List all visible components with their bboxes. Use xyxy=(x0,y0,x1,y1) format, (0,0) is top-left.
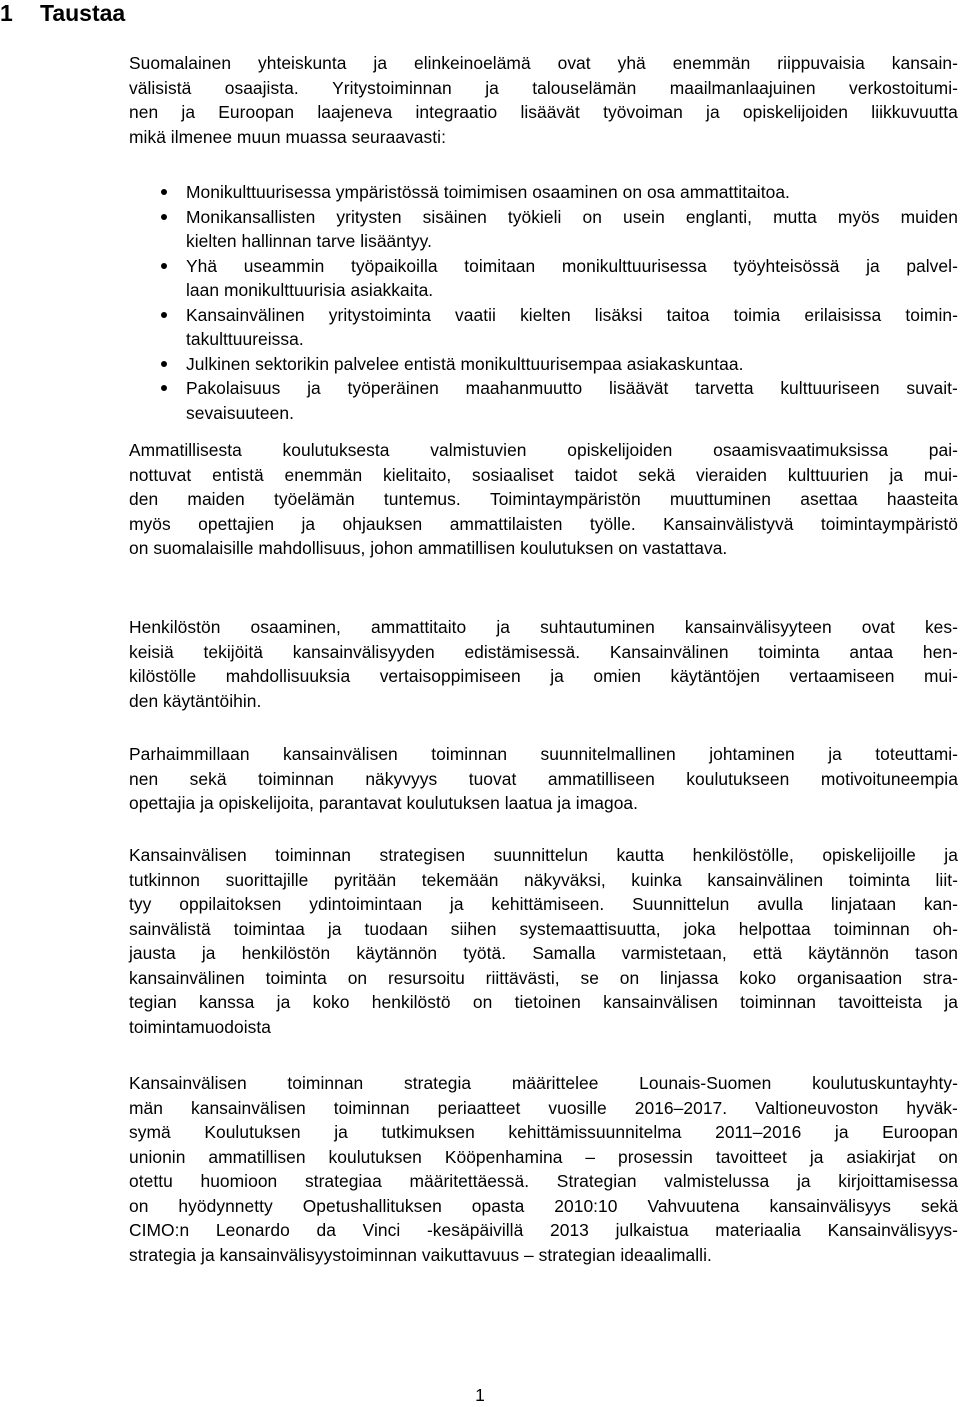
text-line: tegian kanssa ja koko henkilöstö on tietoinen kansainvälisen toiminnan tavoitteista ja xyxy=(129,992,958,1012)
bullet-icon xyxy=(161,312,167,318)
bullet-icon xyxy=(161,189,167,195)
text-line: takulttuureissa. xyxy=(186,329,304,349)
text-line: tyy oppilaitoksen ydintoimintaan ja kehittämiseen. Suunnittelun avulla linjataan kan- xyxy=(129,894,958,914)
text-line: Julkinen sektorikin palvelee entistä monikulttuurisempaa asiakaskuntaa. xyxy=(186,353,744,374)
text-line: unionin ammatillisen koulutuksen Kööpenhamina – prosessin tavoitteet ja asiakirjat on xyxy=(129,1146,958,1167)
text-line: Monikansallisten yritysten sisäinen työkieli on usein englanti, mutta myös muiden xyxy=(186,206,958,227)
text-line: sainvälistä toimintaa ja tuodaan siihen systemaattisuutta, joka helpottaa toiminnan oh- xyxy=(129,918,958,939)
text-line: toimintamuodoista xyxy=(129,1016,271,1037)
bullet-item xyxy=(186,303,958,352)
text-line: kansainvälinen toiminta on resursoitu riittävästi, se on linjassa koko organisaation stra- xyxy=(129,967,958,988)
text-line: män kansainvälisen toiminnan periaatteet vuosille 2016–2017. Valtioneuvoston hyväk- xyxy=(129,1097,958,1118)
paragraph xyxy=(129,1071,958,1267)
text-line: CIMO:n Leonardo da Vinci -kesäpäivillä 2013 julkaistua materiaalia Kansainvälisyys- xyxy=(129,1220,958,1240)
text-line: kilöstölle mahdollisuuksia vertaisoppimiseen ja omien käytäntöjen vertaamiseen mui- xyxy=(129,666,958,686)
paragraph xyxy=(129,438,958,561)
text-line: nottuvat entistä enemmän kielitaito, sosiaaliset taidot sekä vieraiden kulttuurien ja mui- xyxy=(129,464,958,485)
page-number: 1 xyxy=(475,1385,485,1405)
text-line: Yhä useammin työpaikoilla toimitaan monikulttuurisessa työyhteisössä ja palvel- xyxy=(186,255,958,276)
text-line: Pakolaisuus ja työperäinen maahanmuutto lisäävät tarvetta kulttuuriseen suvait- xyxy=(186,378,958,398)
text-line: den maiden työelämän tuntemus. Toimintaympäristön muuttuminen asettaa haasteita xyxy=(129,489,958,509)
text-line: sevaisuuteen. xyxy=(186,402,294,423)
bullet-icon xyxy=(161,263,167,269)
paragraph xyxy=(129,742,958,816)
bullet-item xyxy=(186,352,958,377)
bullet-icon xyxy=(161,385,167,391)
text-line: myös opettajien ja ohjauksen ammattilaisten työlle. Kansainvälistyvä toimintaympäristö xyxy=(129,513,958,534)
text-line: opettajia ja opiskelijoita, parantavat koulutuksen laatua ja imagoa. xyxy=(129,793,639,813)
text-line: Parhaimmillaan kansainvälisen toiminnan suunnitelmallinen johtaminen ja toteuttami- xyxy=(129,744,958,764)
bullet-item xyxy=(186,180,958,205)
text-line: Suomalainen yhteiskunta ja elinkeinoelämä ovat yhä enemmän riippuvaisia kansain- xyxy=(129,53,958,73)
text-line: kielten hallinnan tarve lisääntyy. xyxy=(186,231,432,251)
bullet-item xyxy=(186,376,958,425)
text-line: nen ja Euroopan laajeneva integraatio lisäävät työvoiman ja opiskelijoiden liikkuvuutta xyxy=(129,102,958,122)
text-line: mikä ilmenee muun muassa seuraavasti: xyxy=(129,126,446,147)
text-line: strategia ja kansainvälisyystoiminnan vaikuttavuus – strategian ideaalimalli. xyxy=(129,1244,712,1265)
text-line: on suomalaisille mahdollisuus, johon ammatillisen koulutuksen on vastattava. xyxy=(129,538,728,558)
text-line: Ammatillisesta koulutuksesta valmistuvien opiskelijoiden osaamisvaatimuksissa pai- xyxy=(129,440,958,460)
section-title: Taustaa xyxy=(40,0,126,26)
text-line: Monikulttuurisessa ympäristössä toimimisen osaaminen on osa ammattitaitoa. xyxy=(186,182,790,202)
bullet-item xyxy=(186,254,958,303)
section-number: 1 xyxy=(0,0,13,26)
text-line: Henkilöstön osaaminen, ammattitaito ja suhtautuminen kansainvälisyyteen ovat kes- xyxy=(129,617,958,637)
paragraph xyxy=(129,615,958,713)
paragraph xyxy=(129,843,958,1039)
bullet-item xyxy=(186,205,958,254)
text-line: laan monikulttuurisia asiakkaita. xyxy=(186,280,434,300)
text-line: Kansainvälinen yritystoiminta vaatii kielten lisäksi taitoa toimia erilaisissa toimin- xyxy=(186,304,958,325)
text-line: Kansainvälisen toiminnan strategia määrittelee Lounais-Suomen koulutuskuntayhty- xyxy=(129,1073,958,1093)
text-line: Kansainvälisen toiminnan strategisen suunnittelun kautta henkilöstölle, opiskelijoille ja xyxy=(129,845,958,865)
section-heading xyxy=(0,0,125,28)
bullet-icon xyxy=(161,214,167,220)
text-line: den käytäntöihin. xyxy=(129,690,262,711)
text-line: symä Koulutuksen ja tutkimuksen kehittämissuunnitelma 2011–2016 ja Euroopan xyxy=(129,1122,958,1142)
text-line: nen sekä toiminnan näkyvyys tuovat ammatilliseen koulutukseen motivoituneempia xyxy=(129,768,958,789)
text-line: keisiä tekijöitä kansainvälisyyden edistämisessä. Kansainvälinen toiminta antaa hen- xyxy=(129,641,958,662)
bullet-icon xyxy=(161,361,167,367)
text-line: jausta ja henkilöstön käytännön työtä. Samalla varmistetaan, että käytännön tason xyxy=(129,943,958,963)
text-line: välisistä osaajista. Yritystoiminnan ja talouselämän maailmanlaajuinen verkostoitumi- xyxy=(129,77,958,98)
intro-paragraph xyxy=(129,51,958,149)
text-line: tutkinnon suorittajille pyritään tekemään näkyväksi, kuinka kansainvälinen toiminta liit- xyxy=(129,869,958,890)
text-line: otettu huomioon strategiaa määritettäessä. Strategian valmistelussa ja kirjoittamisessa xyxy=(129,1171,958,1191)
text-line: on hyödynnetty Opetushallituksen opasta 2010:10 Vahvuutena kansainvälisyys sekä xyxy=(129,1195,958,1216)
bullet-list xyxy=(186,180,958,425)
